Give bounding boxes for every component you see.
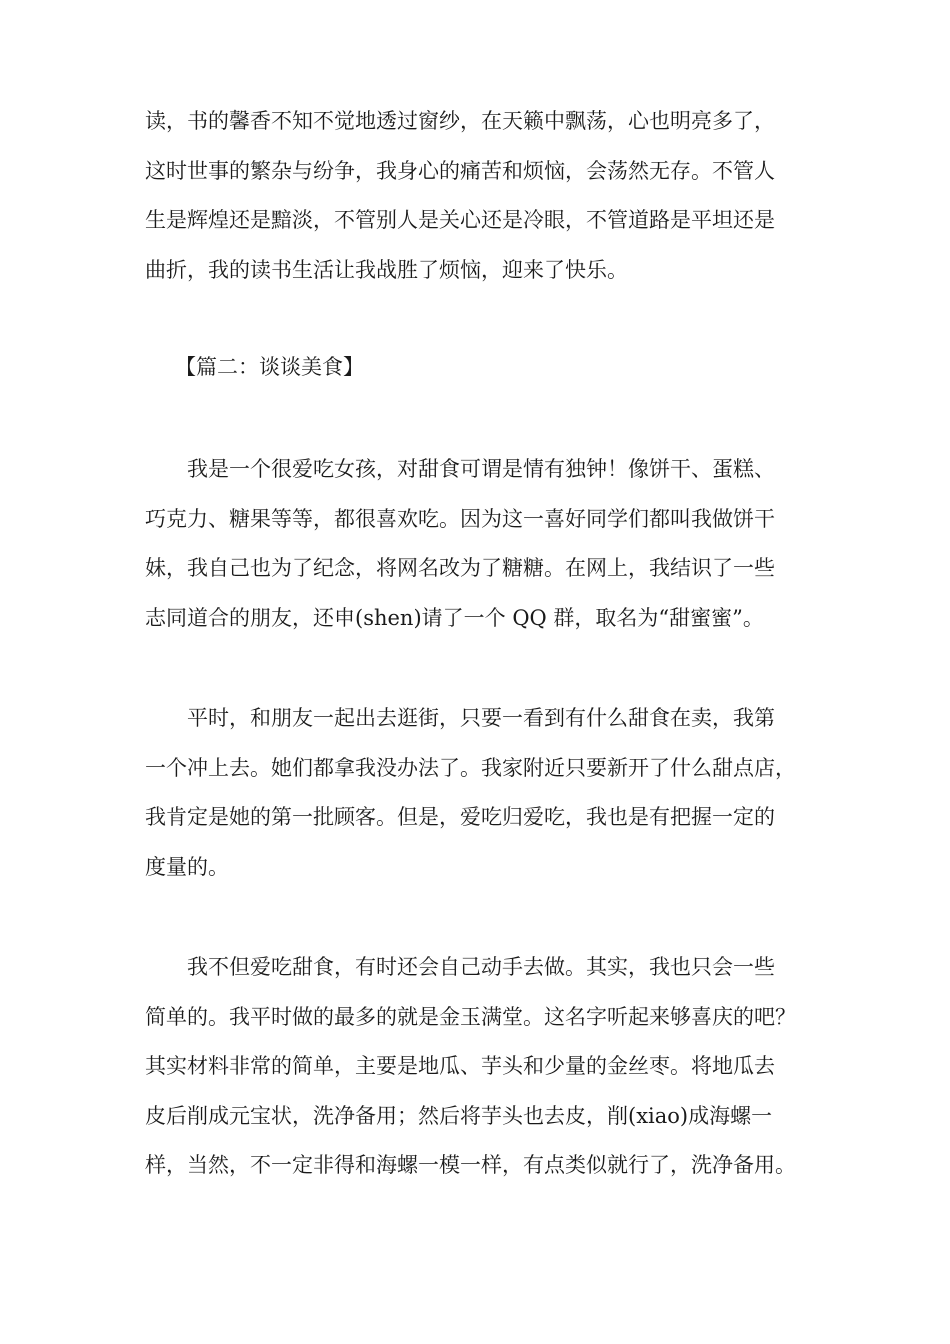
text-line: 读，书的馨香不知不觉地透过窗纱，在天籁中飘荡，心也明亮多了， bbox=[145, 109, 775, 133]
section-heading: 【篇二：谈谈美食】 bbox=[175, 355, 364, 379]
text-line: 我肯定是她的第一批顾客。但是，爱吃归爱吃，我也是有把握一定的 bbox=[145, 805, 775, 829]
paragraph-love-sweets bbox=[145, 445, 825, 643]
paragraph-cooking bbox=[145, 943, 825, 1191]
text-line: 志同道合的朋友，还申(shen)请了一个 QQ 群，取名为“甜蜜蜜”。 bbox=[145, 605, 764, 630]
text-line: 生是辉煌还是黯淡，不管别人是关心还是冷眼，不管道路是平坦还是 bbox=[145, 208, 775, 232]
paragraph-shopping bbox=[145, 694, 825, 892]
text-line: 度量的。 bbox=[145, 854, 229, 879]
text-line: 妹，我自己也为了纪念，将网名改为了糖糖。在网上，我结识了一些 bbox=[145, 556, 775, 580]
text-line: 皮后削成元宝状，洗净备用；然后将芋头也去皮，削(xiao)成海螺一 bbox=[145, 1103, 773, 1128]
text-line: 这时世事的繁杂与纷争，我身心的痛苦和烦恼，会荡然无存。不管人 bbox=[145, 158, 775, 183]
text-line: 一个冲上去。她们都拿我没办法了。我家附近只要新开了什么甜点店， bbox=[145, 755, 796, 780]
text-line: 样，当然，不一定非得和海螺一模一样，有点类似就行了，洗净备用。 bbox=[145, 1153, 796, 1177]
text-line: 我不但爱吃甜食，有时还会自己动手去做。其实，我也只会一些 bbox=[145, 955, 775, 979]
text-line: 其实材料非常的简单，主要是地瓜、芋头和少量的金丝枣。将地瓜去 bbox=[145, 1054, 775, 1078]
text-line: 曲折，我的读书生活让我战胜了烦恼，迎来了快乐。 bbox=[145, 257, 628, 282]
paragraph-reading-ending bbox=[145, 97, 825, 295]
text-line: 简单的。我平时做的最多的就是金玉满堂。这名字听起来够喜庆的吧？ bbox=[145, 1004, 796, 1029]
text-line: 巧克力、糖果等等，都很喜欢吃。因为这一喜好同学们都叫我做饼干 bbox=[145, 506, 775, 531]
text-line: 我是一个很爱吃女孩，对甜食可谓是情有独钟！像饼干、蛋糕、 bbox=[145, 457, 775, 481]
text-line: 平时，和朋友一起出去逛街，只要一看到有什么甜食在卖，我第 bbox=[145, 706, 775, 730]
